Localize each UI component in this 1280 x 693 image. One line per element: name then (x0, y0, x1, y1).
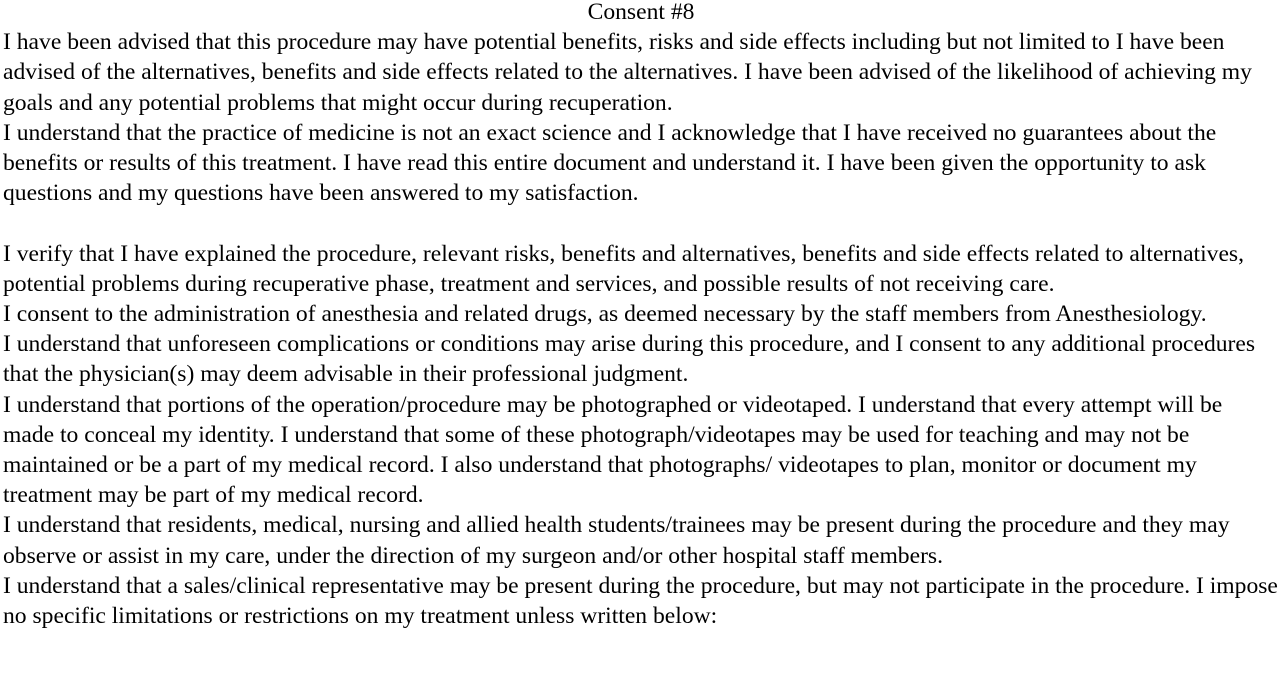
paragraph-anesthesia-consent: I consent to the administration of anesthesia and related drugs, as deemed necessary by the staff members from Anesthesiology. (3, 301, 1207, 328)
paragraph-unforeseen-complications: I understand that unforeseen complications or conditions may arise during this procedure, and I consent to any additional procedures that the physician(s) may deem advisable in their professional judgment. (3, 331, 1256, 388)
paragraph-gap (3, 208, 1279, 238)
paragraph-advised-benefits: I have been advised that this procedure may have potential benefits, risks and side effects including but not limited to I have been advised of the alternatives, benefits and side effects related to the alternatives. I have been advised of the likelihood of achieving my goals and any potential problems that might occur during recuperation. (3, 29, 1252, 116)
paragraph-physician-verification: I verify that I have explained the procedure, relevant risks, benefits and alternatives, benefits and side effects related to alternatives, potential problems during recuperative phase, treatment and services, and possible results of not receiving care. (3, 240, 1244, 297)
consent-document (3, 0, 1279, 631)
paragraph-photography: I understand that portions of the operation/procedure may be photographed or videotaped. I understand that every attempt will be made to conceal my identity. I understand that some of these photograph/videotapes may be used for teaching and may not be maintained or be a part of my medical record. I also understand that photographs/ videotapes to plan, monitor or document my treatment may be part of my medical record. (3, 391, 1223, 509)
paragraph-practice-of-medicine: I understand that the practice of medicine is not an exact science and I acknowledge that I have received no guarantees about the benefits or results of this treatment. I have read this entire document and understand it. I have been given the opportunity to ask questions and my questions have been answered to my satisfaction. (3, 119, 1217, 207)
paragraph-sales-representative: I understand that a sales/clinical representative may be present during the procedure, but may not participate in the procedure. I impose no specific limitations or restrictions on my treatment unless written below: (3, 572, 1278, 630)
document-title: Consent #8 (587, 0, 695, 25)
paragraph-students-trainees: I understand that residents, medical, nursing and allied health students/trainees may be present during the procedure and they may observe or assist in my care, under the direction of my surgeon and/or other hospital staff members. (3, 512, 1230, 569)
